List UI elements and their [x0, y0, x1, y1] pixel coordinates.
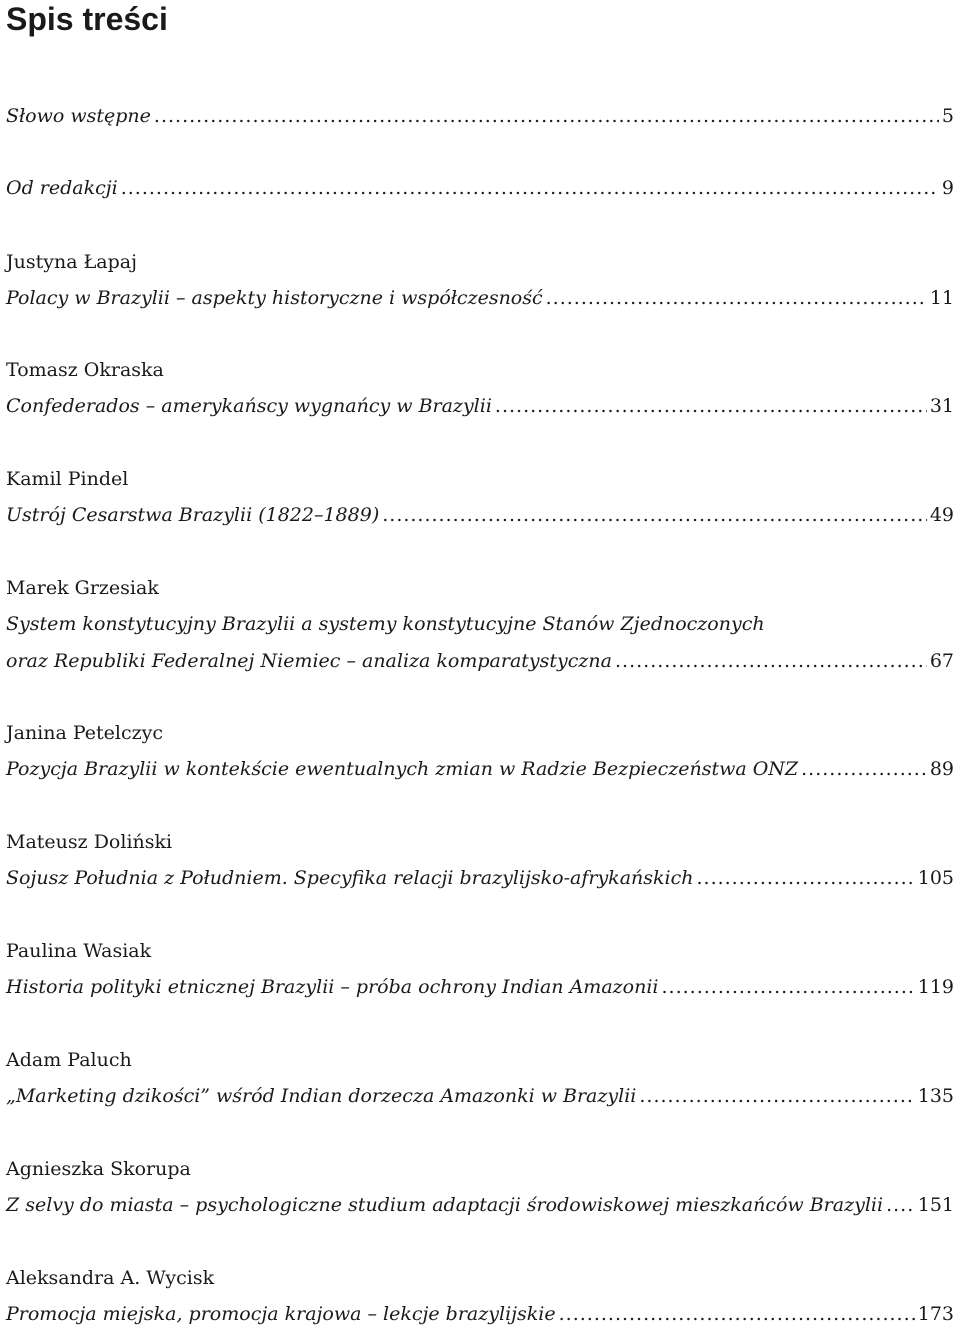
- dot-leader: [696, 860, 914, 897]
- dot-leader: [801, 751, 927, 788]
- toc-entry-page: 5: [941, 105, 954, 127]
- toc-entry[interactable]: [6, 244, 954, 317]
- toc-entry-line[interactable]: [6, 969, 954, 1006]
- dot-leader: [121, 170, 939, 207]
- toc-entry-page: 173: [917, 1303, 954, 1325]
- toc-entry-author: Justyna Łapaj: [6, 251, 137, 273]
- toc-entry[interactable]: [6, 98, 954, 135]
- toc-entry-page: 105: [917, 867, 954, 889]
- toc-entry-title: Słowo wstępne: [6, 105, 151, 127]
- toc-entry-title: Sojusz Południa z Południem. Specyfika relacji brazylijsko-afrykańskich: [6, 867, 694, 889]
- dot-leader: [662, 969, 915, 1006]
- toc-entry[interactable]: [6, 933, 954, 1006]
- dot-leader: [886, 1187, 915, 1224]
- toc-entry-line[interactable]: [6, 860, 954, 897]
- toc-entry-page: 135: [917, 1085, 954, 1107]
- toc-entry[interactable]: [6, 715, 954, 788]
- dot-leader: [154, 98, 939, 135]
- toc-entry-author: Mateusz Doliński: [6, 831, 173, 853]
- toc-entry-line[interactable]: [6, 643, 954, 680]
- dot-leader: [495, 388, 927, 425]
- toc-entry-author: Adam Paluch: [6, 1049, 132, 1071]
- toc-entry-author: Janina Petelczyc: [6, 722, 164, 744]
- toc-entry-title: Polacy w Brazylii – aspekty historyczne i współczesność: [6, 287, 543, 309]
- toc-entry-line[interactable]: [6, 497, 954, 534]
- toc-entry[interactable]: [6, 824, 954, 897]
- toc-entry[interactable]: [6, 352, 954, 425]
- toc-entry[interactable]: [6, 1260, 954, 1333]
- toc-entry[interactable]: [6, 1042, 954, 1115]
- toc-entry-author: Paulina Wasiak: [6, 940, 152, 962]
- toc-entry-title: Confederados – amerykańscy wygnańcy w Brazylii: [6, 395, 492, 417]
- dot-leader: [546, 280, 927, 317]
- toc-entry-title-first-line: System konstytucyjny Brazylii a systemy konstytucyjne Stanów Zjednoczonych: [6, 613, 765, 635]
- toc-entry-author: Aleksandra A. Wycisk: [6, 1267, 215, 1289]
- toc-entry-page: 119: [917, 976, 954, 998]
- dot-leader: [639, 1078, 914, 1115]
- toc-entry-title: Ustrój Cesarstwa Brazylii (1822–1889): [6, 504, 380, 526]
- toc-entry-line[interactable]: [6, 98, 954, 135]
- toc-entry[interactable]: [6, 1151, 954, 1224]
- toc-entry-author: Kamil Pindel: [6, 468, 129, 490]
- toc-entry-title: Historia polityki etnicznej Brazylii – próba ochrony Indian Amazonii: [6, 976, 659, 998]
- toc-entry-page: 11: [929, 287, 954, 309]
- toc-entry-page: 67: [929, 650, 954, 672]
- toc-entry-page: 151: [917, 1194, 954, 1216]
- dot-leader: [615, 643, 927, 680]
- toc-entry-line[interactable]: [6, 1078, 954, 1115]
- toc-entry-page: 49: [929, 504, 954, 526]
- dot-leader: [559, 1296, 915, 1333]
- toc-entry-page: 9: [941, 177, 954, 199]
- toc-entry-line[interactable]: [6, 280, 954, 317]
- toc-entry-author: Marek Grzesiak: [6, 577, 159, 599]
- toc-entry-line[interactable]: [6, 751, 954, 788]
- toc-entry-title: Z selvy do miasta – psychologiczne studium adaptacji środowiskowej mieszkańców Brazylii: [6, 1194, 884, 1216]
- toc-entry-line[interactable]: [6, 170, 954, 207]
- toc-entry-line[interactable]: [6, 388, 954, 425]
- toc-entry-line[interactable]: [6, 1296, 954, 1333]
- toc-entry[interactable]: [6, 461, 954, 534]
- toc-entry[interactable]: [6, 570, 954, 680]
- toc-entry-line[interactable]: [6, 1187, 954, 1224]
- toc-entry-title: Pozycja Brazylii w kontekście ewentualnych zmian w Radzie Bezpieczeństwa ONZ: [6, 758, 799, 780]
- page-title: Spis treści: [6, 1, 168, 37]
- toc-entry[interactable]: [6, 170, 954, 207]
- toc-entry-title: Promocja miejska, promocja krajowa – lekcje brazylijskie: [6, 1303, 556, 1325]
- toc-entry-title: „Marketing dzikości” wśród Indian dorzecza Amazonki w Brazylii: [6, 1085, 637, 1107]
- toc-entry-page: 89: [929, 758, 954, 780]
- toc-entry-author: Agnieszka Skorupa: [6, 1158, 191, 1180]
- dot-leader: [382, 497, 927, 534]
- toc-entry-title: oraz Republiki Federalnej Niemiec – analiza komparatystyczna: [6, 650, 612, 672]
- toc-entry-page: 31: [929, 395, 954, 417]
- toc-entry-author: Tomasz Okraska: [6, 359, 164, 381]
- toc-entry-title: Od redakcji: [6, 177, 118, 199]
- toc-entry-title-line: [6, 606, 954, 643]
